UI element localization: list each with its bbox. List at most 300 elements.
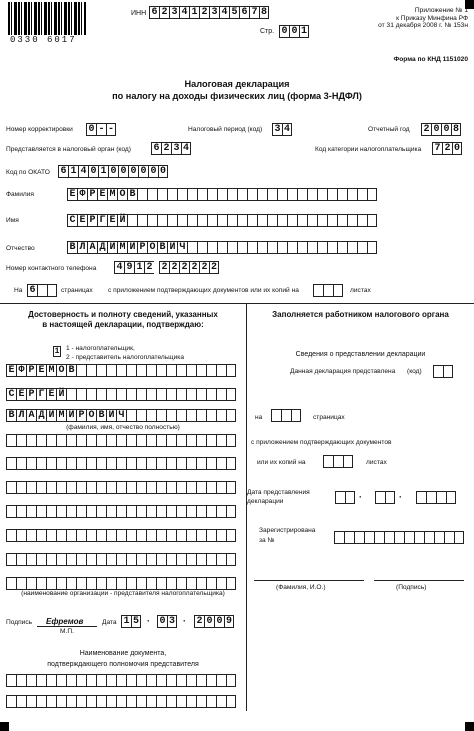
char-cell[interactable]: -	[96, 123, 106, 136]
char-cell[interactable]	[136, 529, 146, 542]
organization-cells-2[interactable]	[6, 481, 236, 494]
char-cell[interactable]	[76, 434, 86, 447]
char-cell[interactable]	[277, 188, 287, 201]
char-cell[interactable]	[96, 388, 106, 401]
char-cell[interactable]	[327, 214, 337, 227]
char-cell[interactable]	[196, 457, 206, 470]
char-cell[interactable]	[76, 364, 86, 377]
char-cell[interactable]	[66, 553, 76, 566]
char-cell[interactable]	[96, 529, 106, 542]
char-cell[interactable]	[367, 241, 377, 254]
char-cell[interactable]	[126, 364, 136, 377]
char-cell[interactable]	[247, 214, 257, 227]
char-cell[interactable]	[375, 491, 385, 504]
char-cell[interactable]	[357, 241, 367, 254]
char-cell[interactable]	[186, 388, 196, 401]
char-cell[interactable]	[297, 214, 307, 227]
char-cell[interactable]	[166, 577, 176, 590]
char-cell[interactable]	[227, 214, 237, 227]
char-cell[interactable]	[247, 188, 257, 201]
char-cell[interactable]: 3	[209, 6, 219, 19]
char-cell[interactable]: С	[67, 214, 77, 227]
char-cell[interactable]	[36, 674, 46, 687]
char-cell[interactable]	[216, 409, 226, 422]
char-cell[interactable]	[76, 388, 86, 401]
char-cell[interactable]: 3	[272, 123, 282, 136]
char-cell[interactable]	[146, 434, 156, 447]
char-cell[interactable]: Ф	[77, 188, 87, 201]
char-cell[interactable]	[156, 481, 166, 494]
char-cell[interactable]	[297, 241, 307, 254]
char-cell[interactable]: 4	[114, 261, 124, 274]
char-cell[interactable]	[86, 481, 96, 494]
char-cell[interactable]	[106, 364, 116, 377]
char-cell[interactable]	[237, 214, 247, 227]
char-cell[interactable]	[313, 284, 323, 297]
char-cell[interactable]	[156, 577, 166, 590]
char-cell[interactable]	[156, 505, 166, 518]
char-cell[interactable]	[26, 529, 36, 542]
char-cell[interactable]	[354, 531, 364, 544]
char-cell[interactable]	[16, 481, 26, 494]
char-cell[interactable]	[287, 241, 297, 254]
char-cell[interactable]	[186, 695, 196, 708]
char-cell[interactable]	[46, 577, 56, 590]
char-cell[interactable]	[216, 553, 226, 566]
char-cell[interactable]	[287, 214, 297, 227]
char-cell[interactable]	[277, 241, 287, 254]
organization-cells-1[interactable]	[6, 457, 236, 470]
char-cell[interactable]	[206, 505, 216, 518]
char-cell[interactable]	[226, 388, 236, 401]
char-cell[interactable]	[226, 695, 236, 708]
char-cell[interactable]	[116, 505, 126, 518]
char-cell[interactable]: -	[107, 124, 114, 135]
char-cell[interactable]	[217, 214, 227, 227]
char-cell[interactable]	[66, 505, 76, 518]
char-cell[interactable]	[186, 457, 196, 470]
char-cell[interactable]	[136, 577, 146, 590]
char-cell[interactable]	[66, 529, 76, 542]
char-cell[interactable]	[56, 577, 66, 590]
char-cell[interactable]	[344, 531, 354, 544]
char-cell[interactable]	[206, 674, 216, 687]
char-cell[interactable]	[167, 214, 177, 227]
char-cell[interactable]: 3	[168, 616, 175, 627]
char-cell[interactable]	[156, 695, 166, 708]
char-cell[interactable]	[6, 481, 16, 494]
char-cell[interactable]	[335, 491, 345, 504]
char-cell[interactable]	[6, 529, 16, 542]
char-cell[interactable]	[247, 241, 257, 254]
char-cell[interactable]: 9	[124, 261, 134, 274]
char-cell[interactable]	[454, 531, 464, 544]
char-cell[interactable]	[206, 434, 216, 447]
char-cell[interactable]	[434, 531, 444, 544]
char-cell[interactable]	[207, 241, 217, 254]
char-cell[interactable]: Р	[26, 364, 36, 377]
char-cell[interactable]	[206, 695, 216, 708]
char-cell[interactable]: Й	[117, 214, 127, 227]
char-cell[interactable]	[66, 695, 76, 708]
char-cell[interactable]: 0	[157, 615, 167, 628]
name-cells[interactable]	[67, 214, 377, 227]
char-cell[interactable]	[116, 457, 126, 470]
char-cell[interactable]	[227, 188, 237, 201]
char-cell[interactable]	[26, 577, 36, 590]
char-cell[interactable]	[207, 214, 217, 227]
char-cell[interactable]	[36, 577, 46, 590]
char-cell[interactable]: Е	[67, 188, 77, 201]
char-cell[interactable]	[86, 695, 96, 708]
char-cell[interactable]	[6, 434, 16, 447]
char-cell[interactable]: 1	[134, 261, 144, 274]
char-cell[interactable]	[176, 457, 186, 470]
char-cell[interactable]	[126, 388, 136, 401]
char-cell[interactable]	[96, 481, 106, 494]
char-cell[interactable]	[86, 388, 96, 401]
char-cell[interactable]: И	[127, 241, 137, 254]
surname-cells[interactable]	[67, 188, 377, 201]
char-cell[interactable]	[136, 695, 146, 708]
char-cell[interactable]	[56, 481, 66, 494]
inn-cells[interactable]	[149, 6, 269, 19]
char-cell[interactable]	[146, 695, 156, 708]
char-cell[interactable]	[146, 364, 156, 377]
char-cell[interactable]	[307, 188, 317, 201]
char-cell[interactable]: О	[86, 409, 96, 422]
char-cell[interactable]	[436, 491, 446, 504]
char-cell[interactable]	[126, 457, 136, 470]
char-cell[interactable]: 0	[289, 25, 299, 38]
char-cell[interactable]: 0	[453, 143, 460, 154]
char-cell[interactable]	[16, 529, 26, 542]
char-cell[interactable]	[343, 455, 353, 468]
char-cell[interactable]	[226, 457, 236, 470]
char-cell[interactable]: 2	[161, 142, 171, 155]
char-cell[interactable]	[36, 529, 46, 542]
char-cell[interactable]	[116, 364, 126, 377]
char-cell[interactable]	[136, 553, 146, 566]
char-cell[interactable]: 2	[144, 261, 154, 274]
submission-month-cells[interactable]	[375, 491, 395, 504]
char-cell[interactable]	[404, 531, 414, 544]
char-cell[interactable]	[106, 695, 116, 708]
char-cell[interactable]: И	[167, 241, 177, 254]
char-cell[interactable]: 3	[169, 6, 179, 19]
char-cell[interactable]	[47, 284, 57, 297]
char-cell[interactable]: 0	[108, 165, 118, 178]
char-cell[interactable]: С	[6, 388, 16, 401]
char-cell[interactable]	[333, 284, 343, 297]
char-cell[interactable]: И	[106, 409, 116, 422]
char-cell[interactable]	[216, 481, 226, 494]
char-cell[interactable]	[176, 695, 186, 708]
char-cell[interactable]	[196, 505, 206, 518]
char-cell[interactable]	[426, 491, 436, 504]
char-cell[interactable]	[6, 577, 16, 590]
char-cell[interactable]: Е	[36, 364, 46, 377]
char-cell[interactable]	[126, 505, 136, 518]
char-cell[interactable]	[56, 457, 66, 470]
char-cell[interactable]	[176, 577, 186, 590]
char-cell[interactable]	[96, 434, 106, 447]
char-cell[interactable]	[226, 409, 236, 422]
char-cell[interactable]	[126, 481, 136, 494]
char-cell[interactable]	[196, 529, 206, 542]
char-cell[interactable]: Г	[97, 214, 107, 227]
char-cell[interactable]	[323, 455, 333, 468]
char-cell[interactable]	[86, 529, 96, 542]
char-cell[interactable]	[26, 695, 36, 708]
char-cell[interactable]	[226, 529, 236, 542]
char-cell[interactable]: Л	[16, 409, 26, 422]
char-cell[interactable]	[136, 481, 146, 494]
submission-year-cells[interactable]	[416, 491, 456, 504]
phone-cells[interactable]	[114, 261, 219, 274]
char-cell[interactable]	[26, 434, 36, 447]
char-cell[interactable]: Ч	[177, 241, 187, 254]
char-cell[interactable]	[166, 481, 176, 494]
char-cell[interactable]: 7	[432, 142, 442, 155]
char-cell[interactable]	[86, 553, 96, 566]
char-cell[interactable]	[36, 695, 46, 708]
char-cell[interactable]	[176, 529, 186, 542]
char-cell[interactable]: О	[117, 188, 127, 201]
char-cell[interactable]	[46, 529, 56, 542]
char-cell[interactable]	[166, 505, 176, 518]
char-cell[interactable]: 5	[132, 616, 139, 627]
char-cell[interactable]: 0	[86, 123, 96, 136]
char-cell[interactable]: М	[117, 241, 127, 254]
char-cell[interactable]: 2	[210, 262, 217, 273]
char-cell[interactable]	[216, 577, 226, 590]
char-cell[interactable]	[126, 695, 136, 708]
char-cell[interactable]	[126, 409, 136, 422]
char-cell[interactable]	[166, 388, 176, 401]
char-cell[interactable]	[86, 505, 96, 518]
char-cell[interactable]	[367, 188, 377, 201]
char-cell[interactable]: 2	[179, 261, 189, 274]
date-month-cells[interactable]	[157, 615, 177, 628]
char-cell[interactable]	[16, 553, 26, 566]
char-cell[interactable]	[26, 553, 36, 566]
char-cell[interactable]	[146, 457, 156, 470]
char-cell[interactable]	[167, 188, 177, 201]
char-cell[interactable]: О	[147, 241, 157, 254]
char-cell[interactable]: Е	[6, 364, 16, 377]
char-cell[interactable]	[46, 553, 56, 566]
char-cell[interactable]: 5	[229, 6, 239, 19]
char-cell[interactable]	[16, 505, 26, 518]
char-cell[interactable]	[116, 529, 126, 542]
char-cell[interactable]	[26, 481, 36, 494]
char-cell[interactable]	[106, 388, 116, 401]
char-cell[interactable]	[46, 457, 56, 470]
char-cell[interactable]	[146, 529, 156, 542]
char-cell[interactable]: 0	[441, 123, 451, 136]
char-cell[interactable]	[136, 409, 146, 422]
char-cell[interactable]: Е	[16, 388, 26, 401]
char-cell[interactable]: М	[107, 188, 117, 201]
char-cell[interactable]: А	[26, 409, 36, 422]
char-cell[interactable]: 2	[159, 261, 169, 274]
char-cell[interactable]	[186, 481, 196, 494]
char-cell[interactable]	[166, 364, 176, 377]
char-cell[interactable]	[176, 674, 186, 687]
char-cell[interactable]	[277, 214, 287, 227]
char-cell[interactable]	[147, 188, 157, 201]
char-cell[interactable]	[424, 531, 434, 544]
char-cell[interactable]	[56, 529, 66, 542]
char-cell[interactable]: 0	[88, 165, 98, 178]
char-cell[interactable]	[26, 457, 36, 470]
char-cell[interactable]	[136, 388, 146, 401]
char-cell[interactable]	[186, 553, 196, 566]
char-cell[interactable]: Р	[26, 388, 36, 401]
sheets-count-cells[interactable]	[313, 284, 343, 297]
char-cell[interactable]: 6	[239, 6, 249, 19]
char-cell[interactable]	[106, 577, 116, 590]
date-year-cells[interactable]	[194, 615, 234, 628]
char-cell[interactable]: 2	[159, 6, 169, 19]
char-cell[interactable]	[146, 505, 156, 518]
char-cell[interactable]	[357, 214, 367, 227]
char-cell[interactable]	[146, 577, 156, 590]
char-cell[interactable]	[96, 364, 106, 377]
char-cell[interactable]	[137, 214, 147, 227]
char-cell[interactable]: 0	[128, 165, 138, 178]
char-cell[interactable]	[267, 241, 277, 254]
char-cell[interactable]	[216, 529, 226, 542]
char-cell[interactable]	[367, 214, 377, 227]
char-cell[interactable]: 2	[169, 261, 179, 274]
tax-organ-cells[interactable]	[151, 142, 191, 155]
char-cell[interactable]	[207, 188, 217, 201]
char-cell[interactable]	[186, 577, 196, 590]
char-cell[interactable]	[347, 188, 357, 201]
char-cell[interactable]	[146, 674, 156, 687]
char-cell[interactable]	[176, 388, 186, 401]
char-cell[interactable]	[76, 529, 86, 542]
char-cell[interactable]	[206, 388, 216, 401]
char-cell[interactable]	[166, 457, 176, 470]
char-cell[interactable]	[216, 674, 226, 687]
pages-count-cells[interactable]	[27, 284, 57, 297]
char-cell[interactable]	[106, 553, 116, 566]
char-cell[interactable]	[186, 505, 196, 518]
char-cell[interactable]	[166, 553, 176, 566]
char-cell[interactable]	[186, 529, 196, 542]
char-cell[interactable]: 1	[300, 26, 307, 37]
char-cell[interactable]	[347, 214, 357, 227]
char-cell[interactable]: 6	[151, 142, 161, 155]
char-cell[interactable]	[187, 241, 197, 254]
page-number-cells[interactable]	[279, 25, 309, 38]
char-cell[interactable]: Е	[97, 188, 107, 201]
char-cell[interactable]	[216, 388, 226, 401]
char-cell[interactable]	[136, 674, 146, 687]
char-cell[interactable]	[197, 214, 207, 227]
char-cell[interactable]: 0	[148, 165, 158, 178]
char-cell[interactable]	[146, 481, 156, 494]
char-cell[interactable]: И	[107, 241, 117, 254]
signer-name-cells[interactable]	[6, 388, 236, 401]
char-cell[interactable]	[66, 457, 76, 470]
char-cell[interactable]	[56, 434, 66, 447]
char-cell[interactable]	[197, 188, 207, 201]
char-cell[interactable]	[216, 457, 226, 470]
char-cell[interactable]	[196, 695, 206, 708]
char-cell[interactable]	[16, 457, 26, 470]
char-cell[interactable]	[86, 577, 96, 590]
char-cell[interactable]	[147, 214, 157, 227]
patronymic-cells[interactable]	[67, 241, 377, 254]
char-cell[interactable]: Р	[87, 188, 97, 201]
char-cell[interactable]	[6, 457, 16, 470]
char-cell[interactable]	[56, 505, 66, 518]
char-cell[interactable]	[196, 434, 206, 447]
char-cell[interactable]	[116, 388, 126, 401]
char-cell[interactable]	[26, 674, 36, 687]
char-cell[interactable]	[267, 214, 277, 227]
char-cell[interactable]	[337, 188, 347, 201]
char-cell[interactable]	[6, 695, 16, 708]
right-sheets-cells[interactable]	[323, 455, 353, 468]
organization-cells-5[interactable]	[6, 553, 236, 566]
char-cell[interactable]	[126, 674, 136, 687]
char-cell[interactable]	[281, 409, 291, 422]
signer-patronymic-cells[interactable]	[6, 409, 236, 422]
char-cell[interactable]	[116, 434, 126, 447]
char-cell[interactable]	[226, 577, 236, 590]
char-cell[interactable]	[156, 553, 166, 566]
char-cell[interactable]	[166, 529, 176, 542]
char-cell[interactable]	[374, 531, 384, 544]
char-cell[interactable]: 4	[78, 165, 88, 178]
char-cell[interactable]: 1	[54, 347, 60, 356]
char-cell[interactable]	[66, 388, 76, 401]
char-cell[interactable]	[66, 481, 76, 494]
char-cell[interactable]: 8	[260, 7, 267, 18]
char-cell[interactable]: 0	[204, 615, 214, 628]
signer-extra-cells[interactable]	[6, 434, 236, 447]
char-cell[interactable]	[156, 364, 166, 377]
char-cell[interactable]	[86, 364, 96, 377]
char-cell[interactable]	[206, 529, 216, 542]
char-cell[interactable]	[446, 491, 456, 504]
char-cell[interactable]: О	[56, 364, 66, 377]
char-cell[interactable]	[46, 434, 56, 447]
char-cell[interactable]	[227, 241, 237, 254]
char-cell[interactable]: 6	[58, 165, 68, 178]
char-cell[interactable]	[106, 434, 116, 447]
char-cell[interactable]: Д	[36, 409, 46, 422]
char-cell[interactable]	[116, 674, 126, 687]
char-cell[interactable]	[136, 364, 146, 377]
char-cell[interactable]	[287, 188, 297, 201]
char-cell[interactable]	[317, 241, 327, 254]
char-cell[interactable]	[116, 695, 126, 708]
char-cell[interactable]: Р	[87, 214, 97, 227]
char-cell[interactable]	[96, 674, 106, 687]
char-cell[interactable]	[146, 553, 156, 566]
document-cells-2[interactable]	[6, 695, 236, 708]
char-cell[interactable]	[106, 481, 116, 494]
char-cell[interactable]: Г	[36, 388, 46, 401]
char-cell[interactable]: 6	[27, 284, 37, 297]
char-cell[interactable]	[364, 531, 374, 544]
